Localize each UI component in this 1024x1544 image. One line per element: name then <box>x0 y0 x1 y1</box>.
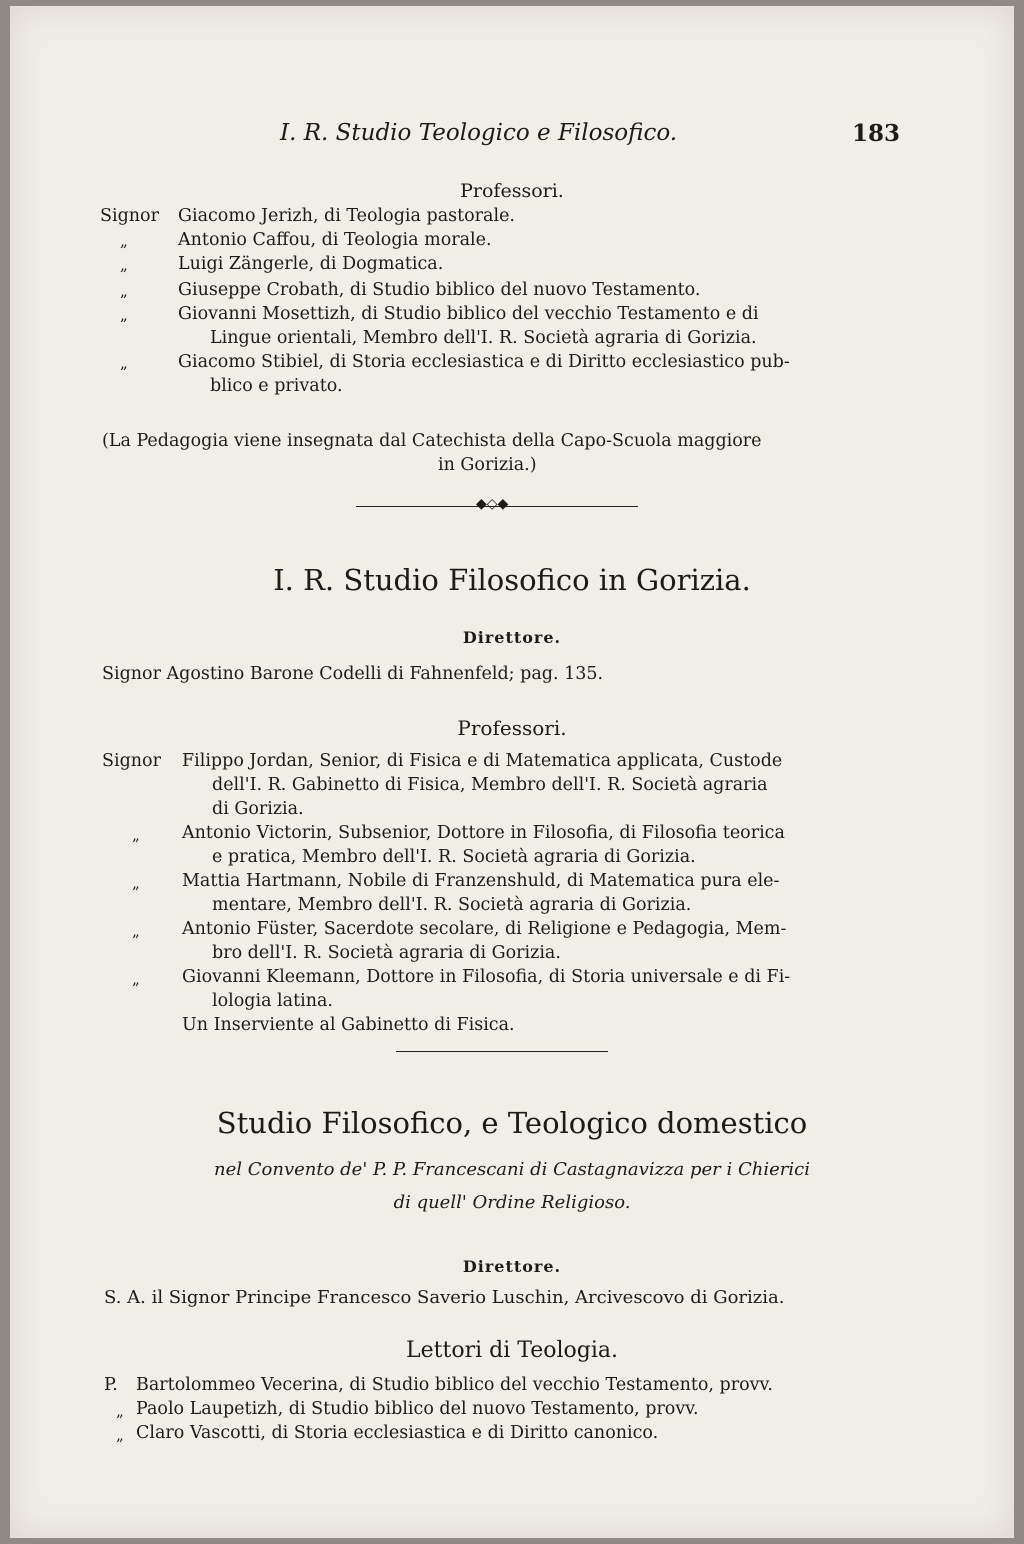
direttore-heading-3: Direttore. <box>462 1257 562 1276</box>
professor-entry: Giuseppe Crobath, di Studio biblico del nuovo Testamento. <box>178 280 701 300</box>
professor-entry-continued: bro dell'I. R. Società agraria di Gorizia. <box>212 943 561 963</box>
entry-prefix: Signor <box>100 206 159 226</box>
book-page <box>10 6 1014 1538</box>
professor-entry-continued: Lingue orientali, Membro dell'I. R. Società agraria di Gorizia. <box>210 328 757 348</box>
ditto-mark: „ <box>120 282 128 300</box>
inserviente-line: Un Inserviente al Gabinetto di Fisica. <box>182 1015 515 1035</box>
lettori-heading: Lettori di Teologia. <box>406 1338 618 1363</box>
ditto-mark: „ <box>132 874 140 892</box>
professor-entry: Antonio Victorin, Subsenior, Dottore in Filosofia, di Filosofia teorica <box>182 823 785 843</box>
lettore-entry: Bartolommeo Vecerina, di Studio biblico del vecchio Testamento, provv. <box>136 1375 773 1395</box>
direttore-heading-2: Direttore. <box>462 628 562 647</box>
professor-entry-continued: dell'I. R. Gabinetto di Fisica, Membro dell'I. R. Società agraria <box>212 775 768 795</box>
running-title: I. R. Studio Teologico e Filosofico. <box>280 120 678 146</box>
pedagogia-note-continued: in Gorizia.) <box>438 455 537 475</box>
ditto-mark: „ <box>116 1426 124 1444</box>
entry-prefix: Signor <box>102 751 161 771</box>
professor-entry-continued: lologia latina. <box>212 991 333 1011</box>
ditto-mark: „ <box>120 232 128 250</box>
professor-entry-continued: di Gorizia. <box>212 799 304 819</box>
professor-entry-continued: e pratica, Membro dell'I. R. Società agraria di Gorizia. <box>212 847 696 867</box>
direttore-line-2: Signor Agostino Barone Codelli di Fahnenfeld; pag. 135. <box>102 664 604 684</box>
professori-heading-1: Professori. <box>460 180 564 202</box>
professor-entry: Filippo Jordan, Senior, di Fisica e di Matematica applicata, Custode <box>182 751 783 771</box>
ditto-mark: „ <box>120 354 128 372</box>
professor-entry: Luigi Zängerle, di Dogmatica. <box>178 254 444 274</box>
lettore-entry: Claro Vascotti, di Storia ecclesiastica e di Diritto canonico. <box>136 1423 659 1443</box>
professor-entry: Giovanni Kleemann, Dottore in Filosofia, di Storia universale e di Fi- <box>182 967 791 987</box>
page-number: 183 <box>852 120 901 147</box>
section-title-studio-domestico: Studio Filosofico, e Teologico domestico <box>216 1106 808 1140</box>
direttore-line-3: S. A. il Signor Principe Francesco Saverio Luschin, Arcivescovo di Gorizia. <box>104 1287 785 1308</box>
ditto-mark: „ <box>116 1402 124 1420</box>
pedagogia-note: (La Pedagogia viene insegnata dal Catechista della Capo-Scuola maggiore <box>102 431 762 451</box>
lettore-entry: Paolo Laupetizh, di Studio biblico del nuovo Testamento, provv. <box>136 1399 699 1419</box>
professor-entry: Mattia Hartmann, Nobile di Franzenshuld, di Matematica pura ele- <box>182 871 780 891</box>
professor-entry: Giovanni Mosettizh, di Studio biblico del vecchio Testamento e di <box>178 304 759 324</box>
professor-entry: Giacomo Jerizh, di Teologia pastorale. <box>178 206 515 226</box>
professor-entry: Antonio Füster, Sacerdote secolare, di Religione e Pedagogia, Mem- <box>182 919 787 939</box>
rule-ornament-icon: ◆◇◆ <box>476 496 509 512</box>
ditto-mark: „ <box>132 826 140 844</box>
section-subtitle: nel Convento de' P. P. Francescani di Castagnavizza per i Chierici <box>214 1159 810 1180</box>
ditto-mark: „ <box>132 922 140 940</box>
ditto-mark: „ <box>120 306 128 324</box>
section-divider-rule <box>396 1051 608 1052</box>
professor-entry-continued: blico e privato. <box>210 376 343 396</box>
entry-prefix: P. <box>104 1375 118 1395</box>
ditto-mark: „ <box>120 256 128 274</box>
professor-entry: Antonio Caffou, di Teologia morale. <box>178 230 492 250</box>
section-subtitle-continued: di quell' Ordine Religioso. <box>393 1192 631 1213</box>
professori-heading-2: Professori. <box>457 716 567 740</box>
professor-entry-continued: mentare, Membro dell'I. R. Società agraria di Gorizia. <box>212 895 692 915</box>
ditto-mark: „ <box>132 970 140 988</box>
section-title-studio-filosofico: I. R. Studio Filosofico in Gorizia. <box>273 563 751 597</box>
professor-entry: Giacomo Stibiel, di Storia ecclesiastica e di Diritto ecclesiastico pub- <box>178 352 790 372</box>
